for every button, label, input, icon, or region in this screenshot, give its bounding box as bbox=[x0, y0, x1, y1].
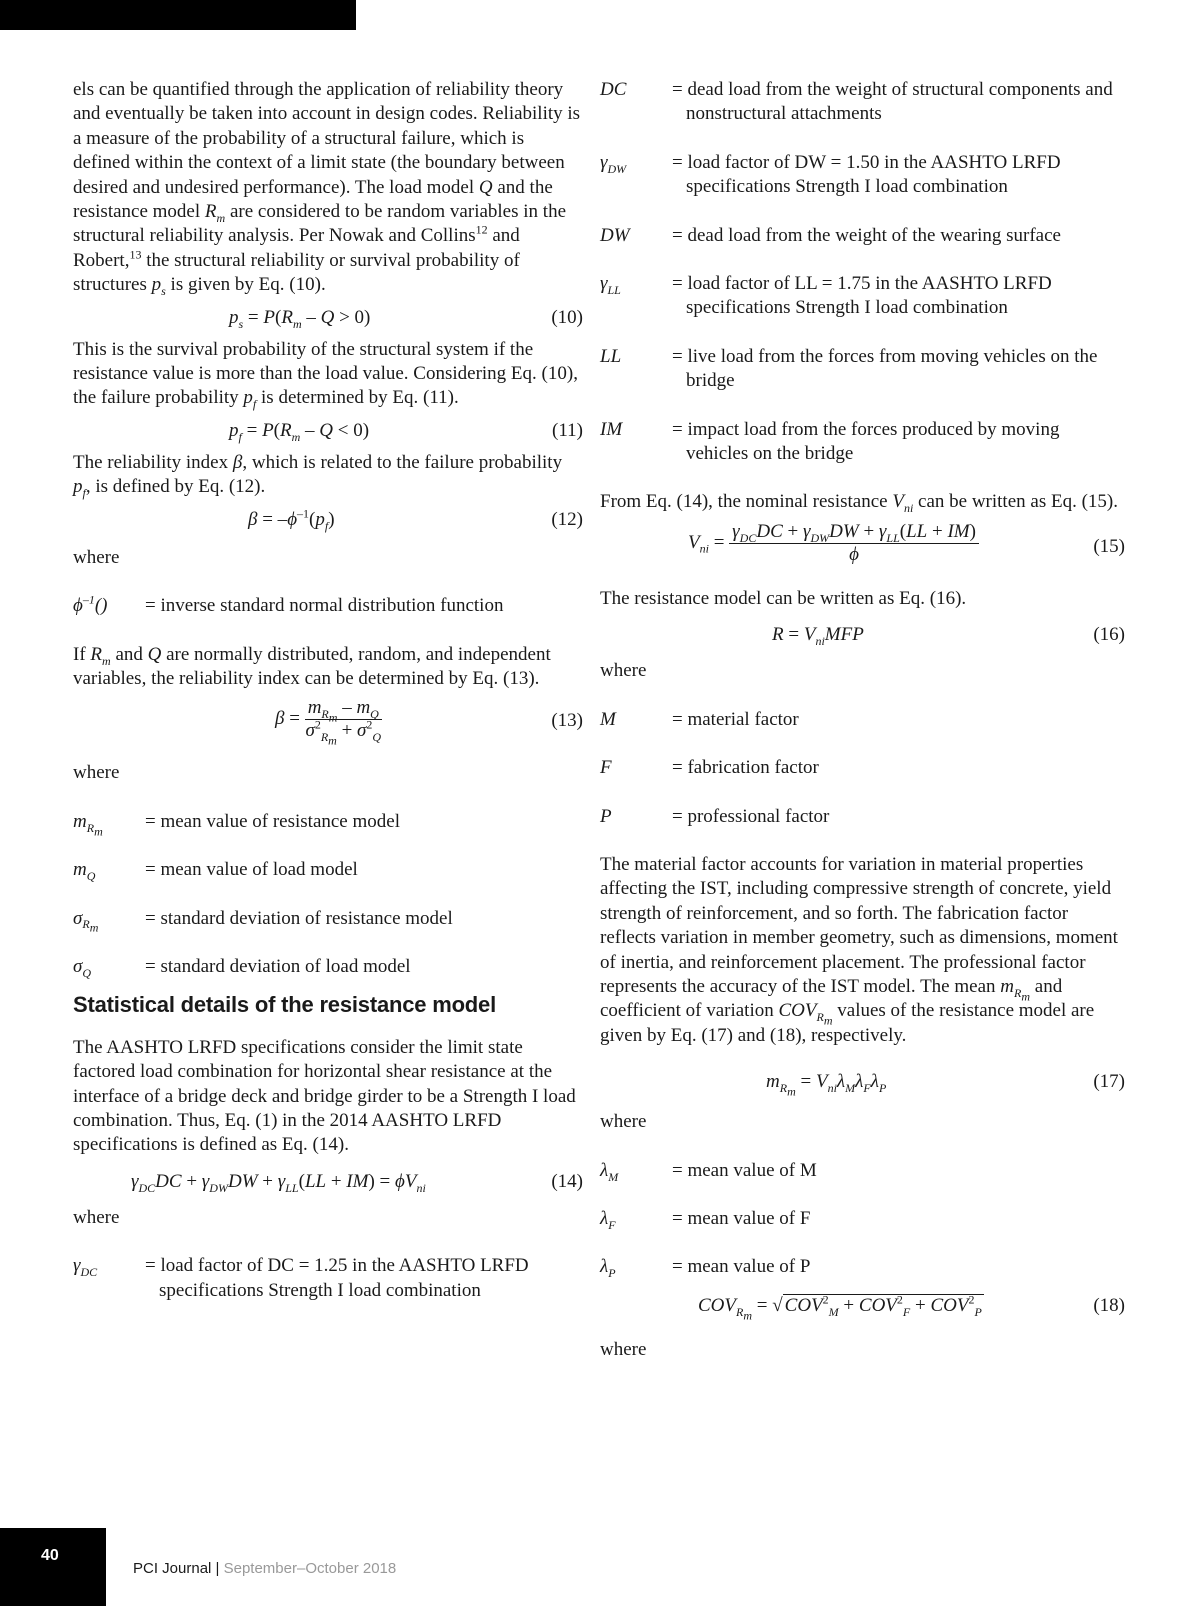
equation-10: $p_s = P(R_m - Q > 0)$ (10) bbox=[229, 306, 583, 331]
equation-number: (16) bbox=[1093, 624, 1125, 646]
running-footer bbox=[133, 1560, 396, 1577]
paragraph: The AASHTO LRFD specifications consider the limit state factored load combination for horizontal shear resistance at the interface of a bridge deck and bridge girder to be a Strength I load combination. Thus, Eq. (1) in the 2014 AASHTO LRFD specifications is defined as Eq. (14). bbox=[73, 1036, 576, 1156]
equation-12: $\beta = -\phi^{-1}(p_f)$ (12) bbox=[248, 506, 583, 533]
definition-text: = standard deviation of resistance model bbox=[145, 907, 453, 929]
equation-number: (13) bbox=[551, 710, 583, 732]
symbol: $\gamma_{DC}$ bbox=[73, 1255, 98, 1279]
issue-date: September–October 2018 bbox=[223, 1560, 397, 1577]
symbol: $\phi^{-1}()$ bbox=[73, 592, 108, 617]
equation-17: $m_{R_m} = V_{ni}\lambda_M\lambda_F\lambda_P$ (17) bbox=[766, 1071, 1125, 1099]
symbol: $\lambda_M$ bbox=[600, 1159, 619, 1184]
left-column bbox=[73, 78, 583, 1327]
where-label: where bbox=[600, 1338, 647, 1360]
definition-text: = professional factor bbox=[672, 805, 830, 827]
definition-phi bbox=[73, 594, 583, 618]
definition-text: = material factor bbox=[672, 708, 799, 730]
paragraph: The material factor accounts for variation in material properties affecting the IST, including compressive strength of concrete, yield strength of reinforcement, and so forth. The fabrication factor reflects variation in member geometry, such as dimensions, moment of inertia, and reinforcement placement. The professional factor represents the accuracy of the IST model. The mean $m_{R_m}$ and coefficient of variation $COV_{R_m}$ values of the resistance model are given by Eq. (17) and (18), respectively. bbox=[600, 853, 1118, 1046]
symbol: $\sigma_Q$ bbox=[73, 955, 92, 980]
definition-DW bbox=[600, 224, 1125, 248]
definition-text: = live load from the forces from moving vehicles on the bridge bbox=[672, 345, 1098, 392]
definition-text: = load factor of DC = 1.25 in the AASHTO LRFD specifications Strength I load combination bbox=[145, 1255, 529, 1301]
symbol: $\gamma_{DW}$ bbox=[600, 151, 627, 176]
symbol: LL bbox=[600, 345, 622, 367]
paragraph: The reliability index β, which is related to the failure probability $p_f$, is defined by Eq. (12). bbox=[73, 451, 563, 501]
definition-gDW bbox=[600, 151, 1125, 200]
journal-name: PCI Journal bbox=[133, 1560, 212, 1577]
definition-text: = impact load from the forces produced by moving vehicles on the bridge bbox=[672, 418, 1060, 465]
where-label: where bbox=[73, 546, 120, 568]
definition-text: = standard deviation of load model bbox=[145, 955, 411, 977]
symbol: M bbox=[600, 708, 616, 730]
definition-text: = dead load from the weight of structural components and nonstructural attachments bbox=[672, 79, 1113, 125]
equation-16: $R = V_{ni}MFP$ (16) bbox=[772, 624, 1125, 649]
paragraph: This is the survival probability of the structural system if the resistance value is more than the load value. Considering Eq. (10), the failure probability $p_f$ is determined by Eq. (11). bbox=[73, 338, 578, 412]
symbol: $\lambda_P$ bbox=[600, 1256, 616, 1281]
equation-13: β = $\frac{m_{R_m} - m_Q}{\sigma^2_{R_m} + \sigma^2_Q}$ (13) bbox=[275, 697, 583, 748]
symbol: $m_{R_m}$ bbox=[73, 810, 103, 838]
definition-M bbox=[600, 708, 1125, 732]
definition-F bbox=[600, 756, 1125, 780]
symbol: IM bbox=[600, 418, 623, 440]
definition-text: = mean value of resistance model bbox=[145, 810, 400, 832]
definition-text: = mean value of F bbox=[672, 1207, 811, 1229]
definition-mR bbox=[73, 810, 583, 838]
equation-number: (12) bbox=[551, 508, 583, 530]
equation-14: $\gamma_{DC}DC + \gamma_{DW}DW + \gamma_{LL}(LL + IM) = \phi V_{ni}$ (14) bbox=[131, 1170, 583, 1195]
symbol: DW bbox=[600, 224, 630, 246]
equation-number: (11) bbox=[552, 419, 583, 441]
definition-text: = mean value of M bbox=[672, 1159, 817, 1181]
equation-number: (14) bbox=[551, 1170, 583, 1192]
definition-sQ bbox=[73, 955, 583, 979]
equation-15: $V_{ni}$ = $\frac{\gamma_{DC}DC + \gamma_{DW}DW + \gamma_{LL}(LL + IM)}{\phi}$ (15) bbox=[688, 520, 1125, 565]
equation-11: $p_f = P(R_m - Q < 0)$ (11) bbox=[229, 419, 583, 444]
right-column bbox=[600, 78, 1125, 1362]
symbol: DC bbox=[600, 79, 627, 100]
definition-text: = mean value of P bbox=[672, 1256, 811, 1278]
where-label: where bbox=[600, 660, 647, 682]
symbol: P bbox=[600, 805, 612, 827]
definition-P bbox=[600, 805, 1125, 829]
paragraph: If $R_m$ and Q are normally distributed, random, and independent variables, the reliability index can be determined by Eq. (13). bbox=[73, 643, 551, 689]
header-bar bbox=[0, 0, 356, 30]
definition-text: = load factor of LL = 1.75 in the AASHTO LRFD specifications Strength I load combination bbox=[672, 273, 1052, 319]
equation-18: $COV_{R_m}$ = √ $COV^2_M + COV^2_F + COV^2_P$ (18) bbox=[698, 1292, 1125, 1322]
where-label: where bbox=[73, 762, 120, 784]
symbol: $\sigma_{R_m}$ bbox=[73, 907, 99, 935]
where-label: where bbox=[600, 1111, 647, 1133]
equation-number: (17) bbox=[1093, 1071, 1125, 1093]
section-heading: Statistical details of the resistance model bbox=[73, 992, 496, 1018]
equation-number: (18) bbox=[1093, 1294, 1125, 1316]
definition-gLL bbox=[600, 272, 1125, 321]
page-number: 40 bbox=[41, 1547, 59, 1564]
definition-mQ bbox=[73, 858, 583, 882]
definition-lambdaM bbox=[600, 1159, 1125, 1183]
symbol: $\gamma_{LL}$ bbox=[600, 273, 621, 297]
paragraph: The resistance model can be written as Eq. (16). bbox=[600, 587, 967, 609]
definition-text: = mean value of load model bbox=[145, 859, 358, 881]
definition-gDC bbox=[73, 1254, 583, 1303]
symbol: $\lambda_F$ bbox=[600, 1207, 616, 1232]
definition-DC bbox=[600, 78, 1125, 127]
definition-lambdaF bbox=[600, 1207, 1125, 1231]
definition-lambdaP bbox=[600, 1255, 1125, 1279]
definition-text: = fabrication factor bbox=[672, 757, 819, 779]
symbol: $m_Q$ bbox=[73, 859, 96, 883]
definition-sR bbox=[73, 907, 583, 935]
definition-text: = load factor of DW = 1.50 in the AASHTO LRFD specifications Strength I load combination bbox=[672, 151, 1061, 198]
page-number-box bbox=[0, 1528, 106, 1606]
definition-text: = dead load from the weight of the wearing surface bbox=[672, 224, 1061, 246]
equation-number: (10) bbox=[551, 306, 583, 328]
symbol: F bbox=[600, 757, 612, 779]
footer-separator: | bbox=[211, 1560, 224, 1577]
definition-IM bbox=[600, 418, 1125, 467]
definition-text: = inverse standard normal distribution function bbox=[145, 595, 504, 617]
paragraph: els can be quantified through the application of reliability theory and eventually be taken into account in design codes. Reliability is a measure of the probability of a structural failure, which is defined within the context of a limit state (the boundary between desired and undesired performance). The load model Q and the resistance model $R_m$ are considered to be random variables in the structural reliability analysis. Per Nowak and Collins$^{12}$ and Robert,$^{13}$ the structural reliability or survival probability of structures $p_s$ is given by Eq. (10). bbox=[73, 79, 581, 299]
paragraph: From Eq. (14), the nominal resistance $V_{ni}$ can be written as Eq. (15). bbox=[600, 491, 1118, 516]
where-label: where bbox=[73, 1206, 120, 1228]
equation-number: (15) bbox=[1093, 535, 1125, 557]
definition-LL bbox=[600, 345, 1125, 394]
